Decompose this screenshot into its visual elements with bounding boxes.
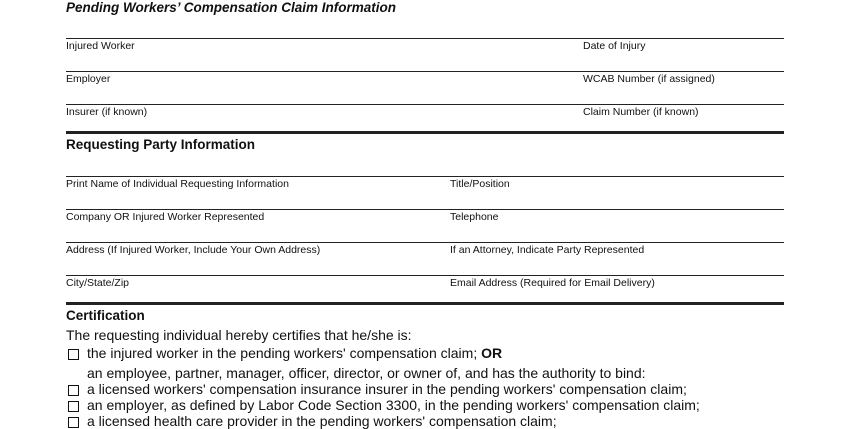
option-health-care-provider: a licensed health care provider in the pending workers' compensation claim; [87, 413, 557, 429]
label-telephone: Telephone [450, 211, 499, 223]
section-heading-pending-claim: Pending Workers’ Compensation Claim Information [66, 0, 397, 15]
label-insurer: Insurer (if known) [66, 106, 148, 118]
checkbox-injured-worker[interactable] [68, 349, 79, 360]
field-line-company[interactable] [66, 209, 784, 210]
option-injured-worker [87, 345, 502, 361]
label-attorney-party: If an Attorney, Indicate Party Represented [450, 244, 645, 256]
field-line-employer[interactable] [66, 71, 784, 72]
label-date-of-injury: Date of Injury [583, 40, 646, 52]
option-insurer: a licensed workers' compensation insurance insurer in the pending workers' compensation claim; [87, 381, 687, 397]
label-print-name: Print Name of Individual Requesting Information [66, 178, 289, 190]
checkbox-employer[interactable] [68, 401, 79, 412]
label-address: Address (If Injured Worker, Include Your Own Address) [66, 244, 321, 256]
checkbox-health-care-provider[interactable] [68, 417, 79, 428]
label-injured-worker: Injured Worker [66, 40, 135, 52]
certification-intro: The requesting individual hereby certifies that he/she is: [66, 327, 412, 343]
label-claim-number: Claim Number (if known) [583, 106, 699, 118]
label-title-position: Title/Position [450, 178, 510, 190]
option-injured-worker-text: the injured worker in the pending workers' compensation claim; [87, 345, 478, 361]
field-line-print-name[interactable] [66, 176, 784, 177]
option-or-text: OR [481, 345, 503, 361]
label-city-state-zip: City/State/Zip [66, 277, 130, 289]
field-line-address[interactable] [66, 242, 784, 243]
option-employer: an employer, as defined by Labor Code Section 3300, in the pending workers' compensation claim; [87, 397, 700, 413]
checkbox-insurer[interactable] [68, 385, 79, 396]
section-divider [66, 131, 784, 134]
label-employer: Employer [66, 73, 111, 85]
label-wcab-number: WCAB Number (if assigned) [583, 73, 715, 85]
section-heading-requesting-party: Requesting Party Information [66, 137, 256, 152]
section-divider [66, 302, 784, 305]
label-company: Company OR Injured Worker Represented [66, 211, 265, 223]
section-heading-certification: Certification [66, 308, 145, 323]
field-line-insurer[interactable] [66, 104, 784, 105]
field-line-city-state-zip[interactable] [66, 275, 784, 276]
label-email: Email Address (Required for Email Delivery) [450, 277, 655, 289]
employee-line: an employee, partner, manager, officer, director, or owner of, and has the authority to bind: [87, 365, 646, 381]
field-line-injured-worker[interactable] [66, 38, 784, 39]
